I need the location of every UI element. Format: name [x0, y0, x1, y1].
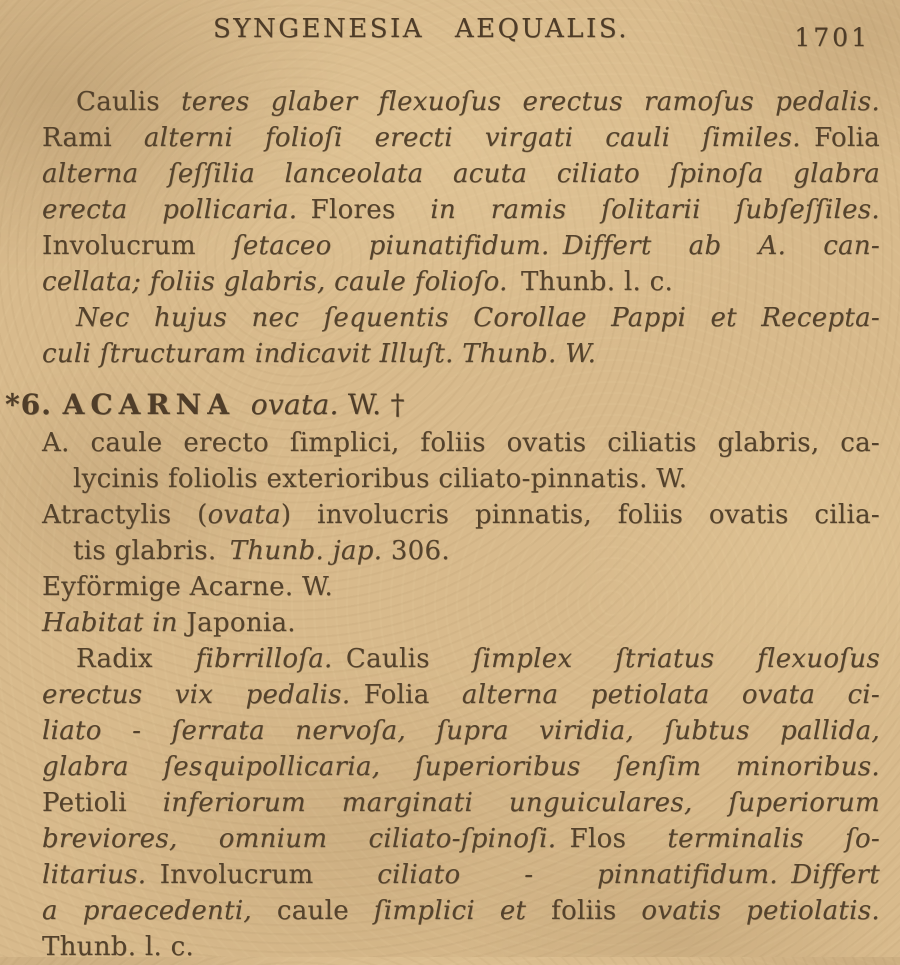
italic-text: a praecedenti,: [42, 896, 277, 926]
italic-text: breviores, omnium ciliato-ſpinoſi.: [42, 824, 570, 854]
roman-text: 306.: [390, 536, 450, 566]
roman-text: caule: [276, 896, 374, 926]
species-heading: [5, 387, 880, 423]
text-line: [42, 677, 880, 713]
text-line: [42, 497, 880, 533]
italic-text: ovatis petiolatis.: [641, 896, 880, 926]
roman-text: foliis: [551, 896, 642, 926]
italic-text: litarius.: [42, 860, 160, 890]
italic-text: alterna petiolata ovata ci-: [461, 680, 881, 710]
italic-text: in ramis ſolitarii ſubſeſſiles.: [430, 195, 880, 225]
page-number: 1701: [794, 23, 870, 52]
italic-text: cellata; foliis glabris, caule folioſo.: [42, 267, 522, 297]
roman-text: Radix: [76, 644, 196, 674]
text-line: [42, 605, 880, 641]
italic-text: teres glaber flexuoſus erectus ramoſus pedalis.: [181, 87, 881, 117]
text-line: [42, 749, 880, 785]
roman-text: Eyförmige Acarne. W.: [42, 572, 334, 602]
text-line: [42, 533, 880, 569]
text-line: [42, 569, 880, 605]
roman-text: tis glabris.: [73, 536, 230, 566]
roman-text: Japonia.: [186, 608, 296, 638]
roman-text: Atractylis (: [42, 500, 208, 530]
text-line: [42, 192, 880, 228]
roman-text: Thunb. l. c.: [42, 932, 195, 962]
italic-text: ovata: [207, 500, 281, 530]
roman-text: Flos: [569, 824, 668, 854]
roman-text: lycinis foliolis exterioribus ciliato-pinnatis. W.: [73, 464, 688, 494]
text-line: [42, 641, 880, 677]
roman-text: ) involucris pinnatis, foliis ovatis cilia-: [280, 500, 880, 530]
roman-text: Flores: [310, 195, 431, 225]
roman-text: Folia: [814, 123, 880, 153]
roman-text: Caulis: [345, 644, 473, 674]
text-line: [42, 120, 880, 156]
italic-text: erecta pollicaria.: [42, 195, 311, 225]
italic-text: alterni folioſi erecti virgati cauli ſimiles.: [143, 123, 815, 153]
roman-text: Rami: [42, 123, 144, 153]
text-line: [42, 461, 880, 497]
roman-text: Involucrum: [42, 231, 233, 261]
italic-text: ſetaceo piunatifidum. Differt ab A. can-: [232, 231, 881, 261]
text-line: [42, 821, 880, 857]
page-title: SYNGENESIA AEQUALIS.: [213, 14, 629, 44]
roman-text: Petioli: [42, 788, 163, 818]
roman-text: Folia: [363, 680, 462, 710]
roman-text: Caulis: [76, 87, 182, 117]
text-line: [42, 228, 880, 264]
text-line: [42, 713, 880, 749]
running-head: [42, 14, 880, 60]
roman-text: A. caule erecto ſimplici, foliis ovatis ciliatis glabris, ca-: [42, 428, 880, 458]
roman-text: ACARNA: [62, 388, 251, 421]
roman-text: *6.: [5, 388, 63, 421]
italic-text: culi ſtructuram indicavit Illuſt. Thunb. W.: [42, 339, 597, 369]
italic-text: liato - ſerrata nervoſa, ſupra viridia, ſubtus pallida,: [42, 716, 880, 746]
italic-text: Habitat in: [42, 608, 187, 638]
text-line: [42, 425, 880, 461]
text-line: [42, 156, 880, 192]
text-line: [42, 336, 880, 372]
text-line: [42, 300, 880, 336]
body-text: [5, 84, 881, 965]
roman-text: W. †: [347, 388, 405, 421]
italic-text: ciliato - pinnatifidum. Differt: [377, 860, 881, 890]
text-line: [42, 893, 880, 929]
italic-text: Thunb. jap.: [229, 536, 391, 566]
italic-text: fibrrilloſa.: [195, 644, 346, 674]
text-line: [42, 84, 880, 120]
italic-text: ſimplici et: [373, 896, 552, 926]
roman-text: Involucrum: [159, 860, 378, 890]
text-line: [42, 929, 880, 965]
italic-text: glabra ſesquipollicaria, ſuperioribus ſenſim minoribus.: [42, 752, 880, 782]
italic-text: alterna ſeſſilia lanceolata acuta ciliato ſpinoſa glabra: [42, 159, 880, 189]
italic-text: ovata.: [250, 388, 348, 421]
italic-text: Nec hujus nec ſequentis Corollae Pappi et Recepta-: [76, 303, 880, 333]
text-line: [42, 264, 880, 300]
roman-text: Thunb. l. c.: [521, 267, 674, 297]
italic-text: ſimplex ſtriatus flexuoſus: [472, 644, 880, 674]
italic-text: erectus vix pedalis.: [42, 680, 364, 710]
italic-text: terminalis ſo-: [667, 824, 880, 854]
italic-text: inferiorum marginati unguiculares, ſuperiorum: [162, 788, 880, 818]
text-line: [42, 857, 880, 893]
text-line: [42, 785, 880, 821]
